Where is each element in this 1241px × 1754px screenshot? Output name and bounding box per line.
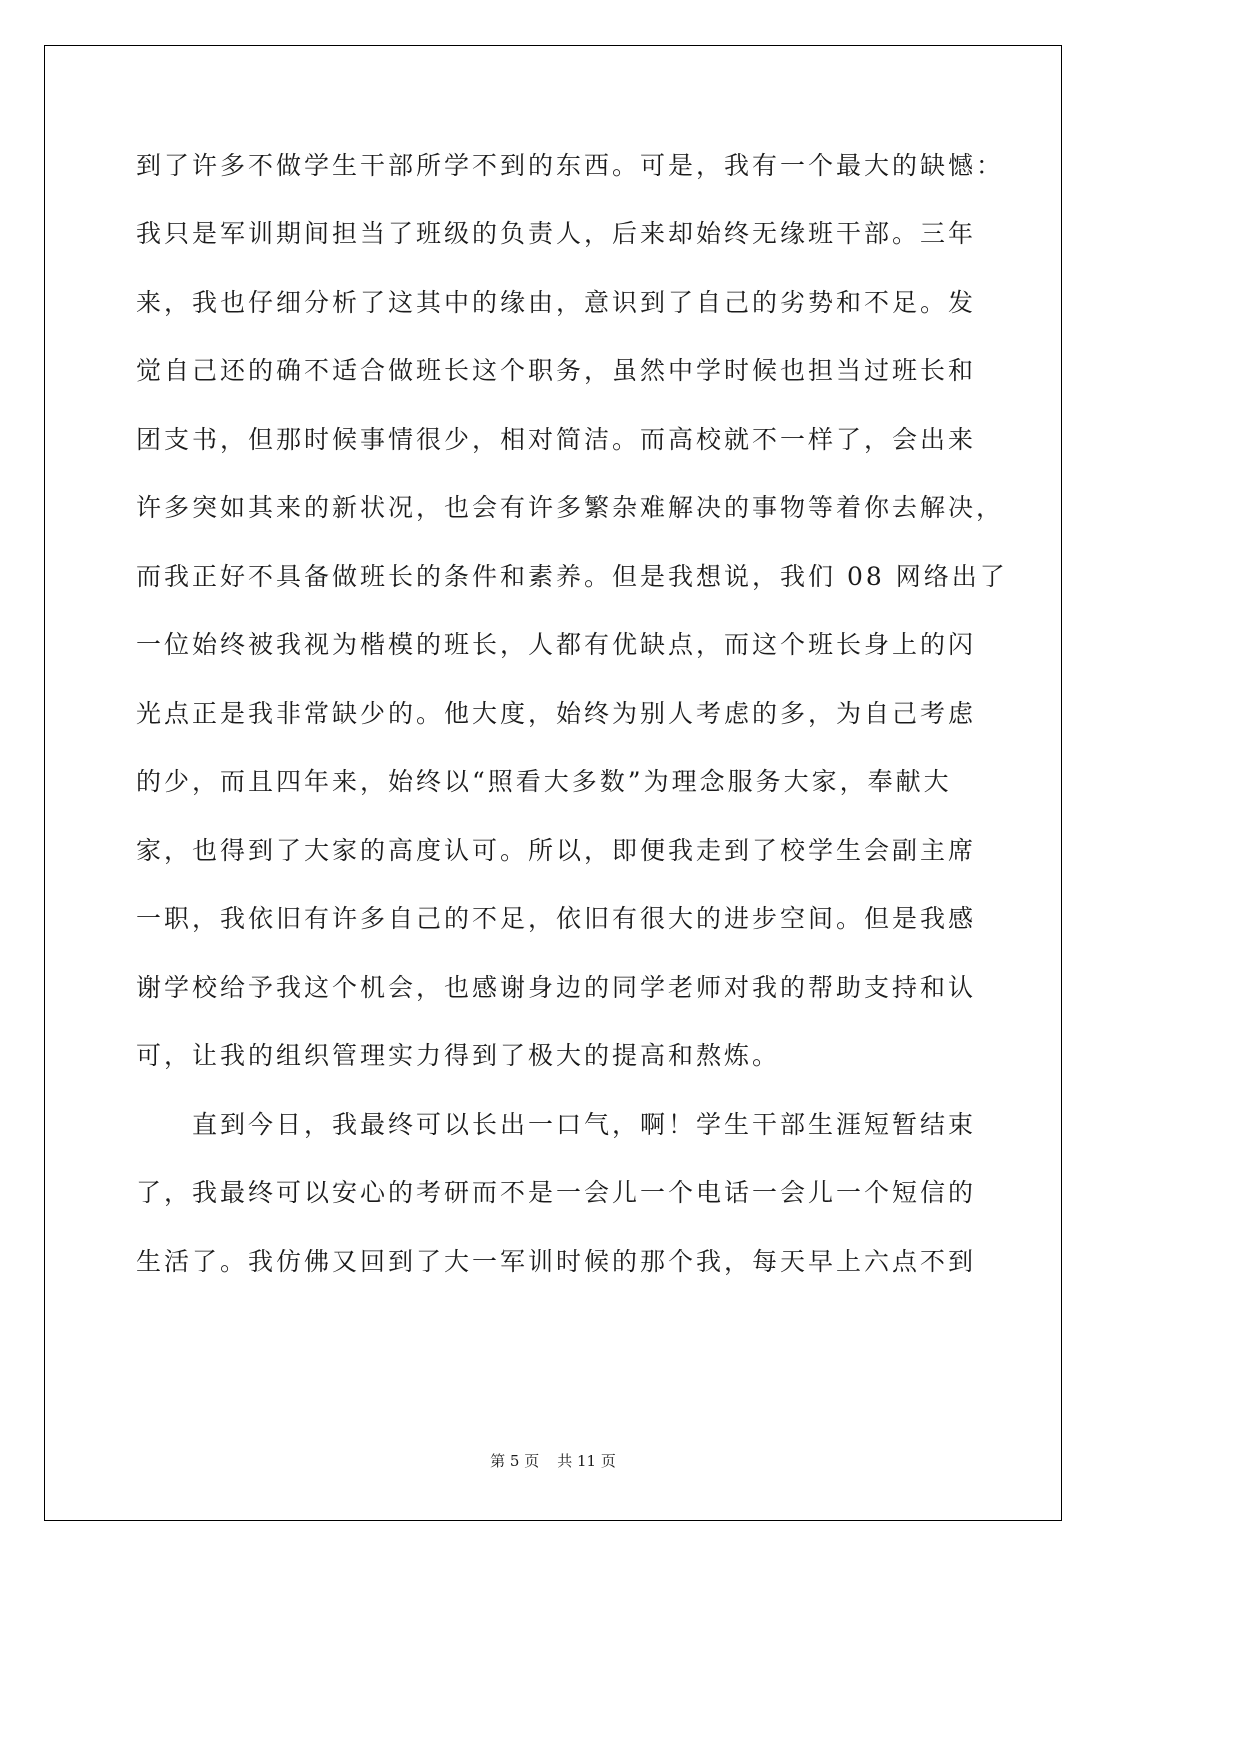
- text-line: 我只是军训期间担当了班级的负责人，后来却始终无缘班干部。三年: [136, 219, 977, 248]
- text-line: 而我正好不具备做班长的条件和素养。但是我想说，我们 08 网络出了: [136, 562, 1008, 591]
- text-line: 的少，而且四年来，始终以“照看大多数”为理念服务大家，奉献大: [136, 767, 952, 796]
- text-line: 到了许多不做学生干部所学不到的东西。可是，我有一个最大的缺憾：: [136, 151, 1005, 180]
- text-line: 一位始终被我视为楷模的班长，人都有优缺点，而这个班长身上的闪: [136, 630, 977, 659]
- text-line: 家，也得到了大家的高度认可。所以，即便我走到了校学生会副主席: [136, 836, 977, 865]
- text-line: 光点正是我非常缺少的。他大度，始终为别人考虑的多，为自己考虑: [136, 699, 977, 728]
- text-line: 许多突如其来的新状况，也会有许多繁杂难解决的事物等着你去解决，: [136, 493, 1005, 522]
- text-line: 生活了。我仿佛又回到了大一军训时候的那个我，每天早上六点不到: [136, 1247, 977, 1276]
- text-line: 谢学校给予我这个机会，也感谢身边的同学老师对我的帮助支持和认: [136, 973, 977, 1002]
- page-number: 第 5 页: [490, 1452, 540, 1470]
- page-total: 共 11 页: [557, 1452, 616, 1470]
- text-line: 了，我最终可以安心的考研而不是一会儿一个电话一会儿一个短信的: [136, 1178, 977, 1207]
- paragraph-first-line: 直到今日，我最终可以长出一口气，啊！学生干部生涯短暂结束: [192, 1110, 977, 1139]
- text-line: 团支书，但那时候事情很少，相对简洁。而高校就不一样了，会出来: [136, 425, 977, 454]
- text-line: 觉自己还的确不适合做班长这个职务，虽然中学时候也担当过班长和: [136, 356, 977, 385]
- page-footer: [0, 1451, 1106, 1471]
- text-line: 可，让我的组织管理实力得到了极大的提高和熬炼。: [136, 1041, 781, 1070]
- text-line: 来，我也仔细分析了这其中的缘由，意识到了自己的劣势和不足。发: [136, 288, 977, 317]
- text-line: 一职，我依旧有许多自己的不足，依旧有很大的进步空间。但是我感: [136, 904, 977, 933]
